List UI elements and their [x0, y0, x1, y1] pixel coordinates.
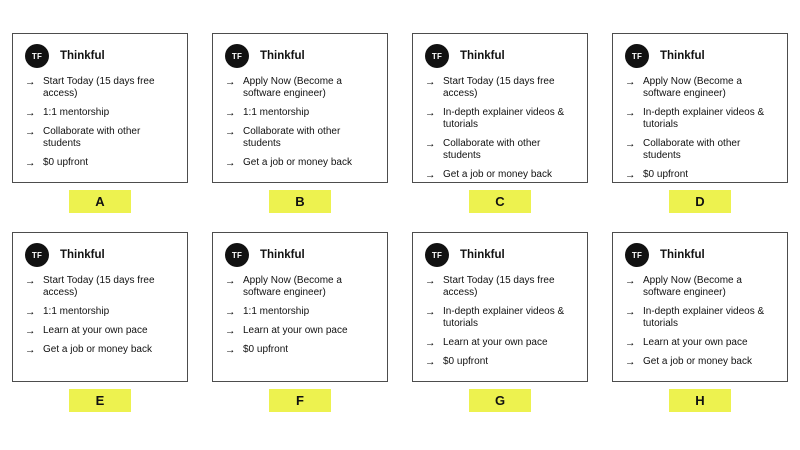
- feature-text: 1:1 mentorship: [243, 306, 310, 317]
- logo-text: TF: [231, 250, 243, 260]
- brand-name: Thinkful: [60, 249, 105, 261]
- brand-header: [425, 44, 577, 68]
- arrow-bullet-icon: →: [425, 337, 436, 349]
- arrow-bullet-icon: →: [25, 157, 36, 169]
- logo-text: TF: [631, 51, 643, 61]
- feature-item: [25, 157, 177, 169]
- arrow-bullet-icon: →: [425, 107, 436, 119]
- arrow-bullet-icon: →: [225, 344, 236, 356]
- thinkful-logo-icon: [425, 243, 449, 267]
- arrow-bullet-icon: →: [25, 275, 36, 287]
- feature-text: Apply Now (Become a software engineer): [643, 275, 742, 298]
- offer-card: [12, 33, 188, 183]
- arrow-bullet-icon: →: [25, 76, 36, 88]
- feature-text: Apply Now (Become a software engineer): [643, 76, 742, 99]
- feature-item: [625, 337, 777, 349]
- variant-card-group: [212, 232, 388, 412]
- logo-text: TF: [231, 51, 243, 61]
- variant-card-group: [412, 232, 588, 412]
- feature-text: Collaborate with other students: [43, 126, 141, 149]
- thinkful-logo-icon: [25, 44, 49, 68]
- brand-name: Thinkful: [60, 50, 105, 62]
- feature-item: [225, 157, 377, 169]
- variant-card-group: [12, 33, 188, 213]
- feature-item: [425, 169, 577, 181]
- feature-text: Start Today (15 days free access): [443, 275, 555, 298]
- arrow-bullet-icon: →: [25, 344, 36, 356]
- feature-item: [425, 76, 577, 100]
- variant-card-group: [612, 232, 788, 412]
- brand-name: Thinkful: [260, 249, 305, 261]
- brand-name: Thinkful: [660, 249, 705, 261]
- feature-item: [25, 107, 177, 119]
- feature-list: [425, 76, 577, 181]
- feature-item: [625, 356, 777, 368]
- feature-item: [425, 275, 577, 299]
- variant-label: B: [269, 190, 331, 213]
- feature-text: In-depth explainer videos & tutorials: [443, 306, 565, 329]
- arrow-bullet-icon: →: [225, 325, 236, 337]
- variant-label: A: [69, 190, 131, 213]
- variant-label: C: [469, 190, 531, 213]
- feature-item: [425, 337, 577, 349]
- offer-card: [612, 33, 788, 183]
- feature-list: [625, 76, 777, 181]
- logo-text: TF: [31, 250, 43, 260]
- feature-list: [25, 275, 177, 356]
- arrow-bullet-icon: →: [25, 107, 36, 119]
- logo-text: TF: [631, 250, 643, 260]
- feature-text: $0 upfront: [643, 169, 689, 180]
- thinkful-logo-icon: [625, 44, 649, 68]
- variant-label: F: [269, 389, 331, 412]
- feature-item: [225, 126, 377, 150]
- logo-text: TF: [431, 51, 443, 61]
- arrow-bullet-icon: →: [625, 76, 636, 88]
- arrow-bullet-icon: →: [625, 169, 636, 181]
- offer-card: [612, 232, 788, 382]
- logo-text: TF: [31, 51, 43, 61]
- feature-text: 1:1 mentorship: [243, 107, 310, 118]
- arrow-bullet-icon: →: [225, 157, 236, 169]
- brand-header: [225, 44, 377, 68]
- arrow-bullet-icon: →: [625, 107, 636, 119]
- feature-text: Learn at your own pace: [243, 325, 348, 336]
- arrow-bullet-icon: →: [225, 306, 236, 318]
- feature-text: Start Today (15 days free access): [443, 76, 555, 99]
- arrow-bullet-icon: →: [225, 76, 236, 88]
- feature-item: [625, 138, 777, 162]
- feature-text: Apply Now (Become a software engineer): [243, 275, 342, 298]
- feature-text: $0 upfront: [243, 344, 289, 355]
- arrow-bullet-icon: →: [25, 126, 36, 138]
- feature-item: [225, 306, 377, 318]
- brand-name: Thinkful: [660, 50, 705, 62]
- logo-text: TF: [431, 250, 443, 260]
- feature-item: [25, 275, 177, 299]
- feature-item: [425, 356, 577, 368]
- offer-card: [212, 33, 388, 183]
- feature-item: [225, 76, 377, 100]
- feature-text: In-depth explainer videos & tutorials: [643, 107, 765, 130]
- feature-text: Collaborate with other students: [643, 138, 741, 161]
- variant-card-group: [412, 33, 588, 213]
- feature-text: Learn at your own pace: [43, 325, 148, 336]
- feature-item: [225, 107, 377, 119]
- feature-item: [25, 306, 177, 318]
- feature-text: Learn at your own pace: [643, 337, 748, 348]
- feature-item: [625, 107, 777, 131]
- feature-item: [425, 107, 577, 131]
- feature-list: [225, 275, 377, 356]
- feature-text: Start Today (15 days free access): [43, 275, 155, 298]
- offer-card: [12, 232, 188, 382]
- feature-text: Get a job or money back: [243, 157, 352, 168]
- variant-label: E: [69, 389, 131, 412]
- feature-item: [225, 325, 377, 337]
- brand-name: Thinkful: [260, 50, 305, 62]
- offer-card: [212, 232, 388, 382]
- feature-item: [225, 344, 377, 356]
- variant-card-group: [612, 33, 788, 213]
- arrow-bullet-icon: →: [425, 169, 436, 181]
- arrow-bullet-icon: →: [425, 356, 436, 368]
- feature-item: [25, 325, 177, 337]
- brand-name: Thinkful: [460, 249, 505, 261]
- feature-text: Learn at your own pace: [443, 337, 548, 348]
- arrow-bullet-icon: →: [225, 126, 236, 138]
- brand-header: [25, 243, 177, 267]
- brand-header: [625, 44, 777, 68]
- feature-text: Start Today (15 days free access): [43, 76, 155, 99]
- feature-item: [25, 344, 177, 356]
- arrow-bullet-icon: →: [425, 76, 436, 88]
- brand-header: [425, 243, 577, 267]
- feature-item: [425, 138, 577, 162]
- feature-text: Collaborate with other students: [443, 138, 541, 161]
- feature-item: [425, 306, 577, 330]
- feature-text: Apply Now (Become a software engineer): [243, 76, 342, 99]
- thinkful-logo-icon: [25, 243, 49, 267]
- offer-card: [412, 33, 588, 183]
- feature-text: 1:1 mentorship: [43, 306, 110, 317]
- feature-text: In-depth explainer videos & tutorials: [643, 306, 765, 329]
- brand-name: Thinkful: [460, 50, 505, 62]
- arrow-bullet-icon: →: [225, 275, 236, 287]
- thinkful-logo-icon: [425, 44, 449, 68]
- feature-list: [225, 76, 377, 169]
- feature-text: Collaborate with other students: [243, 126, 341, 149]
- feature-item: [25, 76, 177, 100]
- arrow-bullet-icon: →: [425, 138, 436, 150]
- feature-text: Get a job or money back: [43, 344, 152, 355]
- arrow-bullet-icon: →: [225, 107, 236, 119]
- feature-item: [625, 275, 777, 299]
- feature-item: [625, 76, 777, 100]
- variant-card-group: [12, 232, 188, 412]
- arrow-bullet-icon: →: [625, 275, 636, 287]
- arrow-bullet-icon: →: [25, 325, 36, 337]
- arrow-bullet-icon: →: [625, 337, 636, 349]
- card-row-2: [0, 232, 800, 412]
- feature-text: $0 upfront: [443, 356, 489, 367]
- brand-header: [25, 44, 177, 68]
- variant-label: D: [669, 190, 731, 213]
- arrow-bullet-icon: →: [25, 306, 36, 318]
- thinkful-logo-icon: [225, 243, 249, 267]
- feature-item: [225, 275, 377, 299]
- feature-list: [25, 76, 177, 169]
- arrow-bullet-icon: →: [625, 306, 636, 318]
- feature-text: In-depth explainer videos & tutorials: [443, 107, 565, 130]
- feature-item: [25, 126, 177, 150]
- variant-card-group: [212, 33, 388, 213]
- arrow-bullet-icon: →: [425, 306, 436, 318]
- feature-text: Get a job or money back: [643, 356, 752, 367]
- brand-header: [625, 243, 777, 267]
- brand-header: [225, 243, 377, 267]
- feature-list: [425, 275, 577, 368]
- feature-list: [625, 275, 777, 368]
- feature-item: [625, 306, 777, 330]
- arrow-bullet-icon: →: [425, 275, 436, 287]
- thinkful-logo-icon: [625, 243, 649, 267]
- variant-label: G: [469, 389, 531, 412]
- feature-text: 1:1 mentorship: [43, 107, 110, 118]
- arrow-bullet-icon: →: [625, 356, 636, 368]
- thinkful-logo-icon: [225, 44, 249, 68]
- offer-card: [412, 232, 588, 382]
- arrow-bullet-icon: →: [625, 138, 636, 150]
- feature-item: [625, 169, 777, 181]
- feature-text: $0 upfront: [43, 157, 89, 168]
- feature-text: Get a job or money back: [443, 169, 552, 180]
- variant-label: H: [669, 389, 731, 412]
- card-row-1: [0, 33, 800, 213]
